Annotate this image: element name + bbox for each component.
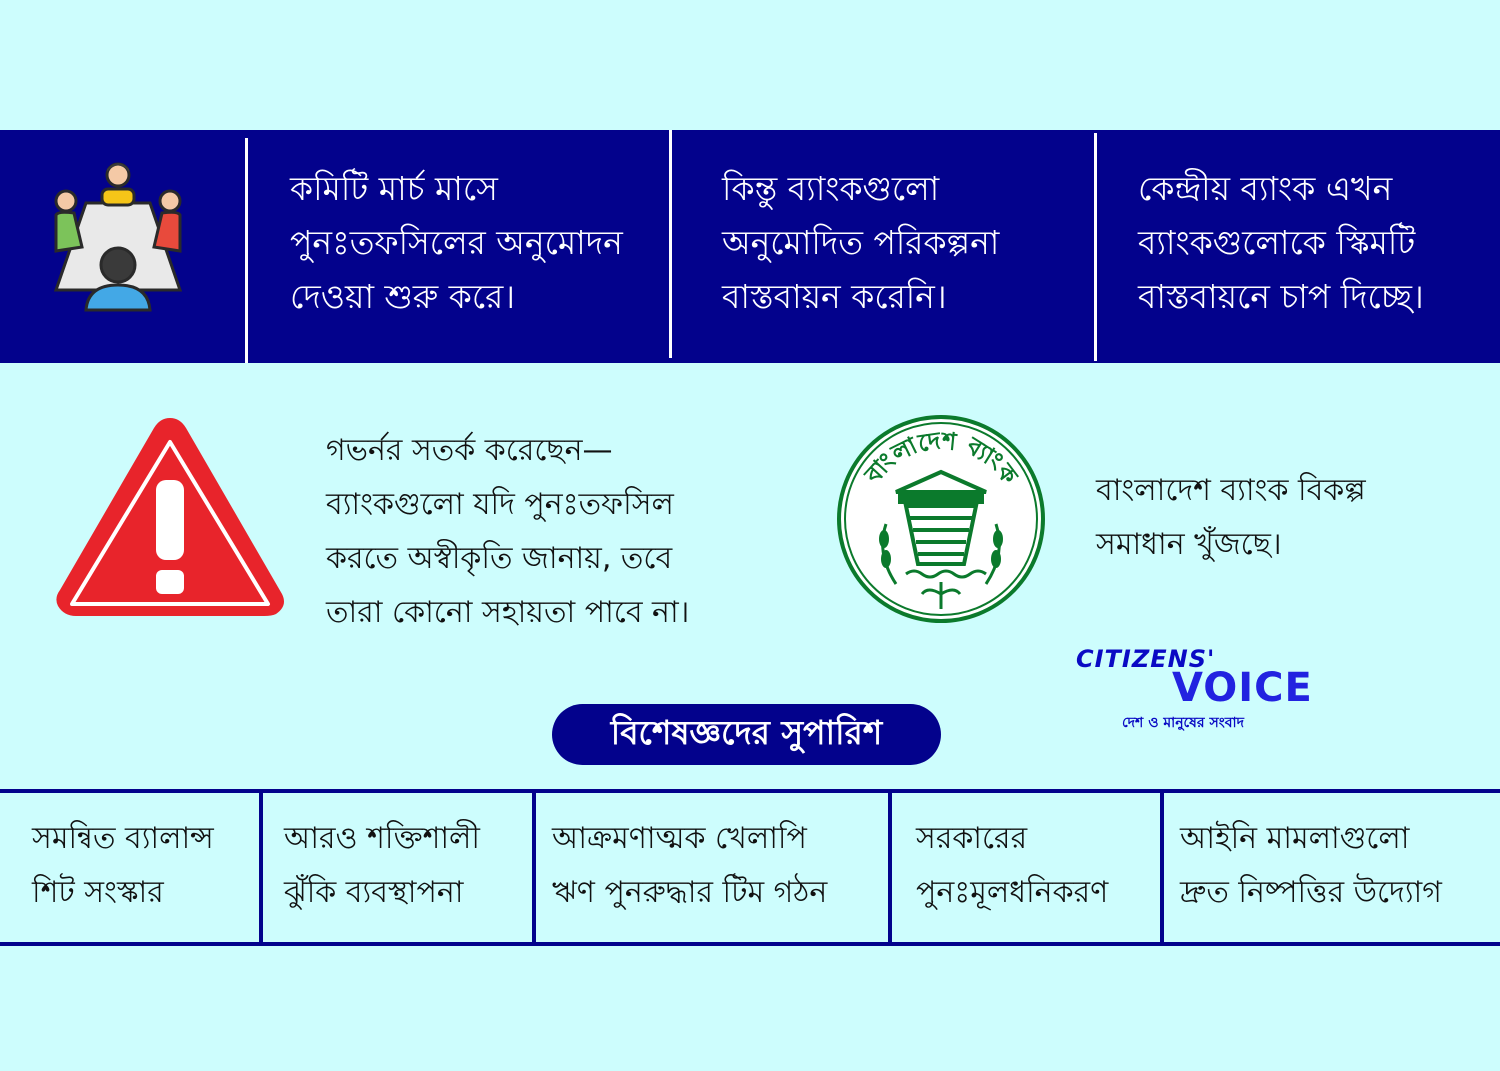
band-divider-2 [669, 130, 672, 358]
seal-text: বাংলাদেশ ব্যাংক [859, 426, 1024, 489]
table-divider-2 [532, 789, 536, 946]
table-divider-4 [1160, 789, 1164, 946]
band-text-committee: কমিটি মার্চ মাসে পুনঃতফসিলের অনুমোদন দেওয়া শুরু করে। [290, 169, 623, 316]
band-text-central-bank-pressure: কেন্দ্রীয় ব্যাংক এখন ব্যাংকগুলোকে স্কিমটি বাস্তবায়নে চাপ দিচ্ছে। [1138, 169, 1424, 316]
band-text-banks-not-implemented: কিন্তু ব্যাংকগুলো অনুমোদিত পরিকল্পনা বাস্তবায়ন করেনি। [722, 169, 1000, 316]
recommendation-legal-cases: আইনি মামলাগুলো দ্রুত নিষ্পত্তির উদ্যোগ [1180, 821, 1442, 910]
table-top-border [0, 789, 1500, 793]
governor-warning-text: গভর্নর সতর্ক করেছেন— ব্যাংকগুলো যদি পুনঃতফসিল করতে অস্বীকৃতি জানায়, তবে তারা কোনো সহায়তা পাবে না। [326, 433, 690, 630]
logo-tagline: দেশ ও মানুষের সংবাদ [1122, 715, 1244, 731]
citizens-voice-logo [1072, 643, 1322, 733]
warning-triangle-icon [50, 410, 290, 622]
recommendation-balance-sheet: সমন্বিত ব্যালান্স শিট সংস্কার [32, 821, 214, 910]
band-divider-1 [245, 138, 248, 363]
recommendation-risk-management: আরও শক্তিশালী ঝুঁকি ব্যবস্থাপনা [284, 821, 480, 910]
logo-voice-text: VOICE [1172, 665, 1313, 711]
logo-citizens-text: CITIZENS' [1076, 645, 1216, 673]
table-divider-1 [259, 789, 263, 946]
recommendations-title: বিশেষজ্ঞদের সুপারিশ [552, 704, 941, 765]
bangladesh-bank-alternative-text: বাংলাদেশ ব্যাংক বিকল্প সমাধান খুঁজছে। [1096, 473, 1366, 562]
band-divider-3 [1094, 133, 1097, 361]
recommendation-loan-recovery: আক্রমণাত্মক খেলাপি ঋণ পুনরুদ্ধার টিম গঠন [552, 821, 828, 910]
meeting-people-icon [48, 155, 188, 315]
table-divider-3 [888, 789, 892, 946]
table-bottom-border [0, 942, 1500, 946]
bangladesh-bank-seal-icon [836, 414, 1046, 624]
recommendation-recapitalization: সরকারের পুনঃমূলধনিকরণ [916, 821, 1109, 910]
